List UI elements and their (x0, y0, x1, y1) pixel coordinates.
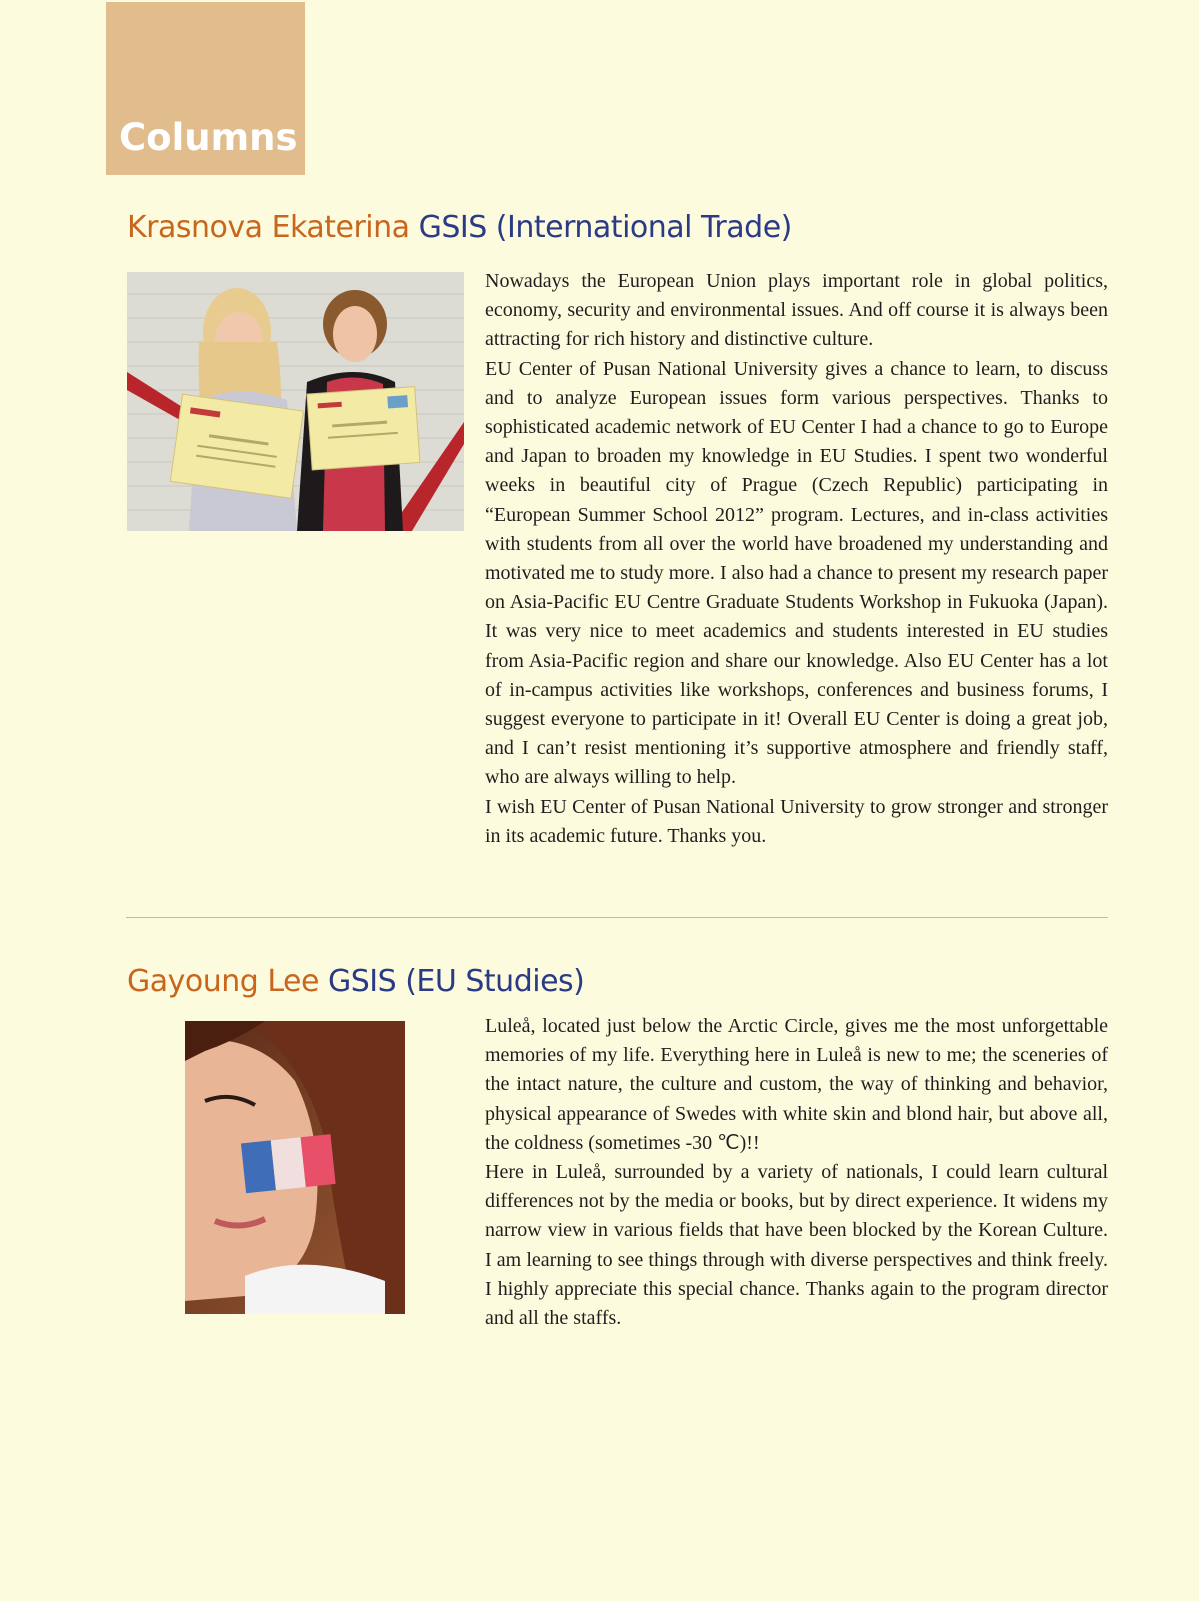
article-1-body (485, 267, 1108, 851)
author-department: GSIS (EU Studies) (328, 964, 585, 999)
section-title: Columns (119, 116, 298, 159)
article-2-body (485, 1012, 1108, 1333)
photo-illustration (127, 272, 464, 531)
section-tab (106, 2, 305, 175)
author-name: Krasnova Ekaterina (127, 210, 410, 245)
paragraph: Here in Luleå, surrounded by a variety of nationals, I could learn cultural differences not by the media or books, but by direct experience. It widens my narrow view in various fields that have been blocked by the Korean Culture. I am learning to see things through with diverse perspectives and think freely. I highly appreciate this special chance. Thanks again to the program director and all the staffs. (485, 1161, 1108, 1330)
divider-line (126, 917, 1108, 918)
photo-two-students-with-certificates (127, 272, 464, 531)
paragraph: EU Center of Pusan National University gives a chance to learn, to discuss and to analyze European issues form various perspectives. Thanks to sophisticated academic network of EU Center I had a chance to go to Europe and Japan to broaden my knowledge in EU Studies. I spent two wonderful weeks in beautiful city of Prague (Czech Republic) participating in “European Summer School 2012” program. Lectures, and in-class activities with students from all over the world have broadened my understanding and motivated me to study more. I also had a chance to present my research paper on Asia-Pacific EU Centre Graduate Students Workshop in Fukuoka (Japan). It was very nice to meet academics and students interested in EU studies from Asia-Pacific region and share our knowledge. Also EU Center has a lot of in-campus activities like workshops, conferences and business forums, I suggest everyone to participate in it! Overall EU Center is doing a great job, and I can’t resist mentioning it’s supportive atmosphere and friendly staff, who are always willing to help. (485, 357, 1108, 789)
author-name: Gayoung Lee (127, 964, 319, 999)
author-department: GSIS (International Trade) (418, 210, 792, 245)
article-2-heading (127, 964, 584, 999)
paragraph: I wish EU Center of Pusan National University to grow stronger and stronger in its academic future. Thanks you. (485, 795, 1108, 847)
article-1-heading (127, 210, 792, 245)
photo-illustration (185, 1021, 405, 1314)
paragraph: Nowadays the European Union plays important role in global politics, economy, security and environmental issues. And off course it is always been attracting for rich history and distinctive culture. (485, 270, 1108, 351)
paragraph: Luleå, located just below the Arctic Circle, gives me the most unforgettable memories of my life. Everything here in Luleå is new to me; the sceneries of the intact nature, the culture and custom, the way of thinking and behavior, physical appearance of Swedes with white skin and blond hair, but above all, the coldness (sometimes -30 ℃)!! (485, 1015, 1108, 1154)
photo-face-with-flag-paint (185, 1021, 405, 1314)
